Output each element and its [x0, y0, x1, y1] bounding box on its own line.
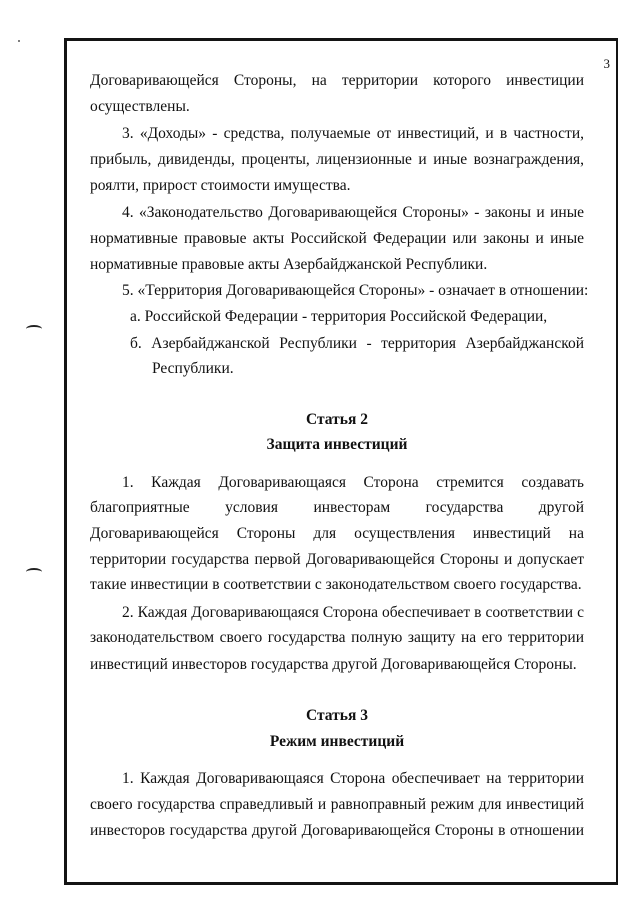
text-line: 5. «Территория Договаривающейся Стороны» - означает в отношении:: [122, 282, 589, 299]
text-line: Договаривающейся Стороны для осуществления инвестиций на: [90, 525, 584, 542]
text-line: 1. Каждая Договаривающаяся Сторона обеспечивает на территории: [122, 770, 584, 787]
punch-hole-mark-top: [26, 325, 42, 333]
text-line: законодательством своего государства полную защиту на его территории: [90, 629, 584, 646]
text-line: нормативные правовые акты Азербайджанской Республики.: [90, 256, 488, 273]
text-line: инвесторов государства другой Договаривающейся Стороны в отношении: [90, 822, 584, 839]
text-line: инвестиций инвесторов государства другой Договаривающейся Стороны.: [90, 656, 577, 673]
article-2-title: Статья 2: [306, 411, 368, 428]
text-line: благоприятные условия инвесторам государства другой: [90, 499, 584, 516]
text-line: такие инвестиции в соответствии с законодательством своего государства.: [90, 576, 582, 593]
punch-hole-mark-bottom: [26, 568, 42, 576]
text-line: осуществлены.: [90, 98, 190, 115]
text-line: территории государства первой Договаривающейся Стороны и допускает: [90, 551, 584, 568]
text-line: Договаривающейся Стороны, на территории которого инвестиции: [90, 72, 584, 89]
list-item-continuation: Республики.: [152, 360, 234, 377]
text-line: 3. «Доходы» - средства, получаемые от инвестиций, и в частности,: [122, 125, 584, 142]
text-line: 1. Каждая Договаривающаяся Сторона стремится создавать: [122, 474, 584, 491]
scan-dot: [18, 40, 20, 42]
text-line: прибыль, дивиденды, проценты, лицензионные и иные вознаграждения,: [90, 151, 584, 168]
text-line: 4. «Законодательство Договаривающейся Стороны» - законы и иные: [122, 204, 584, 221]
text-line: нормативные правовые акты Российской Федерации или законы и иные: [90, 230, 584, 247]
text-line: 2. Каждая Договаривающаяся Сторона обеспечивает в соответствии с: [122, 604, 584, 621]
list-item: a. Российской Федерации - территория Российской Федерации,: [130, 308, 548, 325]
article-2-subtitle: Защита инвестиций: [266, 436, 408, 453]
list-item: б. Азербайджанской Республики - территория Азербайджанской: [130, 335, 584, 352]
article-3-title: Статья 3: [306, 707, 368, 724]
text-line: роялти, прирост стоимости имущества.: [90, 177, 351, 194]
text-line: своего государства справедливый и равноправный режим для инвестиций: [90, 796, 584, 813]
article-3-subtitle: Режим инвестиций: [269, 733, 405, 750]
page-number: 3: [603, 56, 610, 71]
